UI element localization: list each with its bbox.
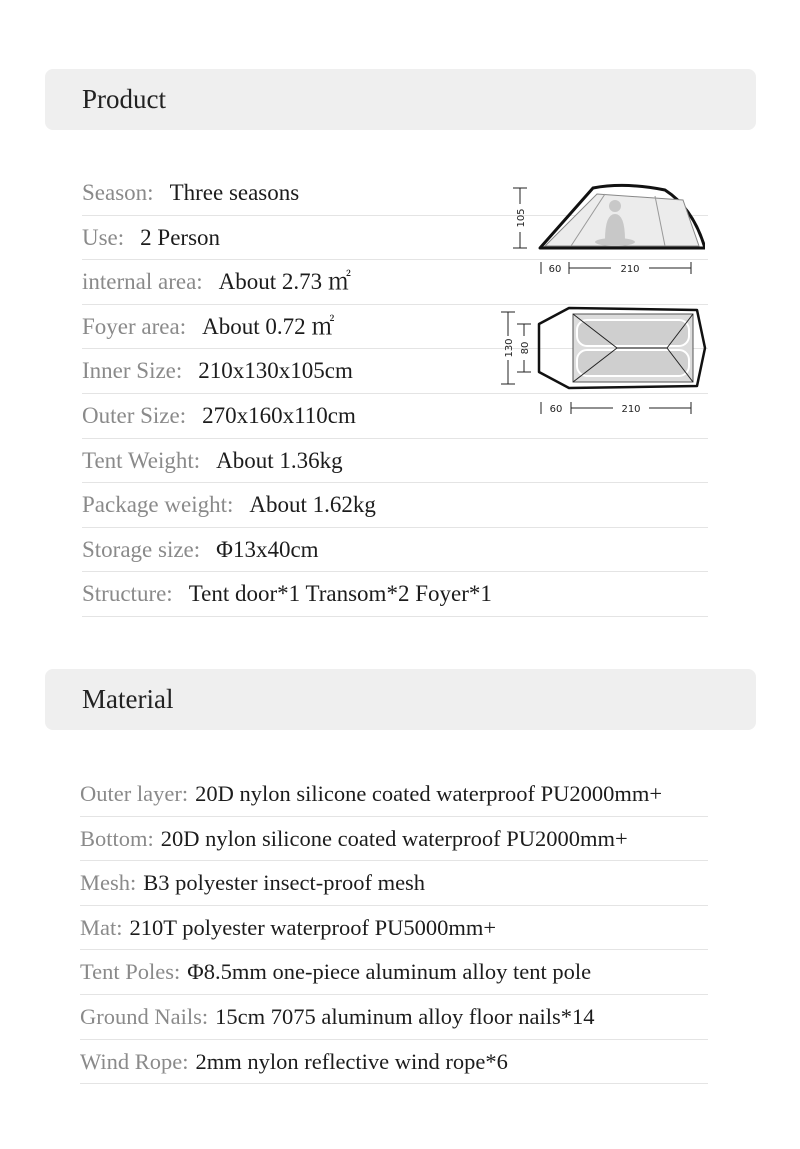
side-height-label: 105 [516, 208, 527, 228]
spec-label: Storage size: [82, 536, 201, 562]
spec-value: 2 Person [140, 224, 221, 250]
material-label: Tent Poles: [80, 959, 181, 985]
material-row-mesh [80, 861, 708, 906]
material-value: 20D nylon silicone coated waterproof PU2000mm+ [195, 781, 663, 806]
material-label: Wind Rope: [80, 1048, 189, 1074]
spec-value: Φ13x40cm [216, 536, 319, 562]
spec-label: Structure: [82, 581, 173, 607]
spec-value: 270x160x110cm [202, 402, 356, 428]
material-value: 2mm nylon reflective wind rope*6 [195, 1048, 508, 1074]
material-value: 15cm 7075 aluminum alloy floor nails*14 [215, 1003, 595, 1029]
material-row-tent-poles [80, 950, 708, 995]
spec-row-package-weight [82, 483, 708, 528]
product-section-header [45, 69, 756, 130]
spec-value: Tent door*1 Transom*2 Foyer*1 [188, 581, 492, 607]
tent-side-view-diagram [505, 178, 705, 282]
spec-label: internal area: [82, 269, 203, 295]
material-section-title: Material [82, 684, 174, 714]
material-label: Mat: [80, 914, 123, 940]
spec-row-storage-size [82, 528, 708, 573]
spec-row-tent-weight [82, 439, 708, 484]
spec-label: Tent Weight: [82, 447, 201, 473]
spec-value: About 1.36kg [216, 447, 343, 473]
top-outer-width-label: 130 [504, 338, 515, 358]
side-length-label: 210 [620, 264, 640, 275]
material-value: B3 polyester insect-proof mesh [143, 870, 426, 896]
material-value: 210T polyester waterproof PU5000mm+ [129, 914, 497, 940]
spec-label: Package weight: [82, 492, 234, 518]
spec-label: Use: [82, 224, 125, 250]
top-inner-width-label: 80 [520, 341, 531, 355]
material-row-mat [80, 906, 708, 951]
material-label: Mesh: [80, 870, 137, 896]
top-foyer-label: 60 [549, 404, 563, 415]
spec-label: Season: [82, 180, 154, 205]
spec-value: 210x130x105cm [198, 358, 353, 384]
top-length-label: 210 [621, 404, 641, 415]
spec-value: About 1.62kg [249, 492, 376, 518]
material-label: Bottom: [80, 825, 154, 851]
spec-value: About 2.73 ㎡ [218, 269, 351, 295]
material-label: Outer layer: [80, 781, 189, 806]
material-row-outer-layer [80, 772, 708, 817]
material-row-bottom [80, 817, 708, 862]
material-row-wind-rope [80, 1040, 708, 1085]
spec-label: Foyer area: [82, 313, 187, 339]
material-section-header [45, 669, 756, 730]
side-foyer-label: 60 [548, 264, 562, 275]
material-spec-list [80, 772, 708, 1084]
spec-row-structure [82, 572, 708, 617]
material-value: 20D nylon silicone coated waterproof PU2000mm+ [160, 825, 628, 851]
material-label: Ground Nails: [80, 1003, 209, 1029]
spec-value: About 0.72 ㎡ [202, 313, 335, 339]
spec-value: Three seasons [169, 180, 300, 205]
spec-label: Inner Size: [82, 358, 183, 384]
material-row-ground-nails [80, 995, 708, 1040]
material-value: Φ8.5mm one-piece aluminum alloy tent pole [187, 959, 592, 985]
tent-top-view-diagram [497, 300, 707, 426]
product-section-title: Product [82, 84, 166, 114]
spec-label: Outer Size: [82, 402, 187, 428]
